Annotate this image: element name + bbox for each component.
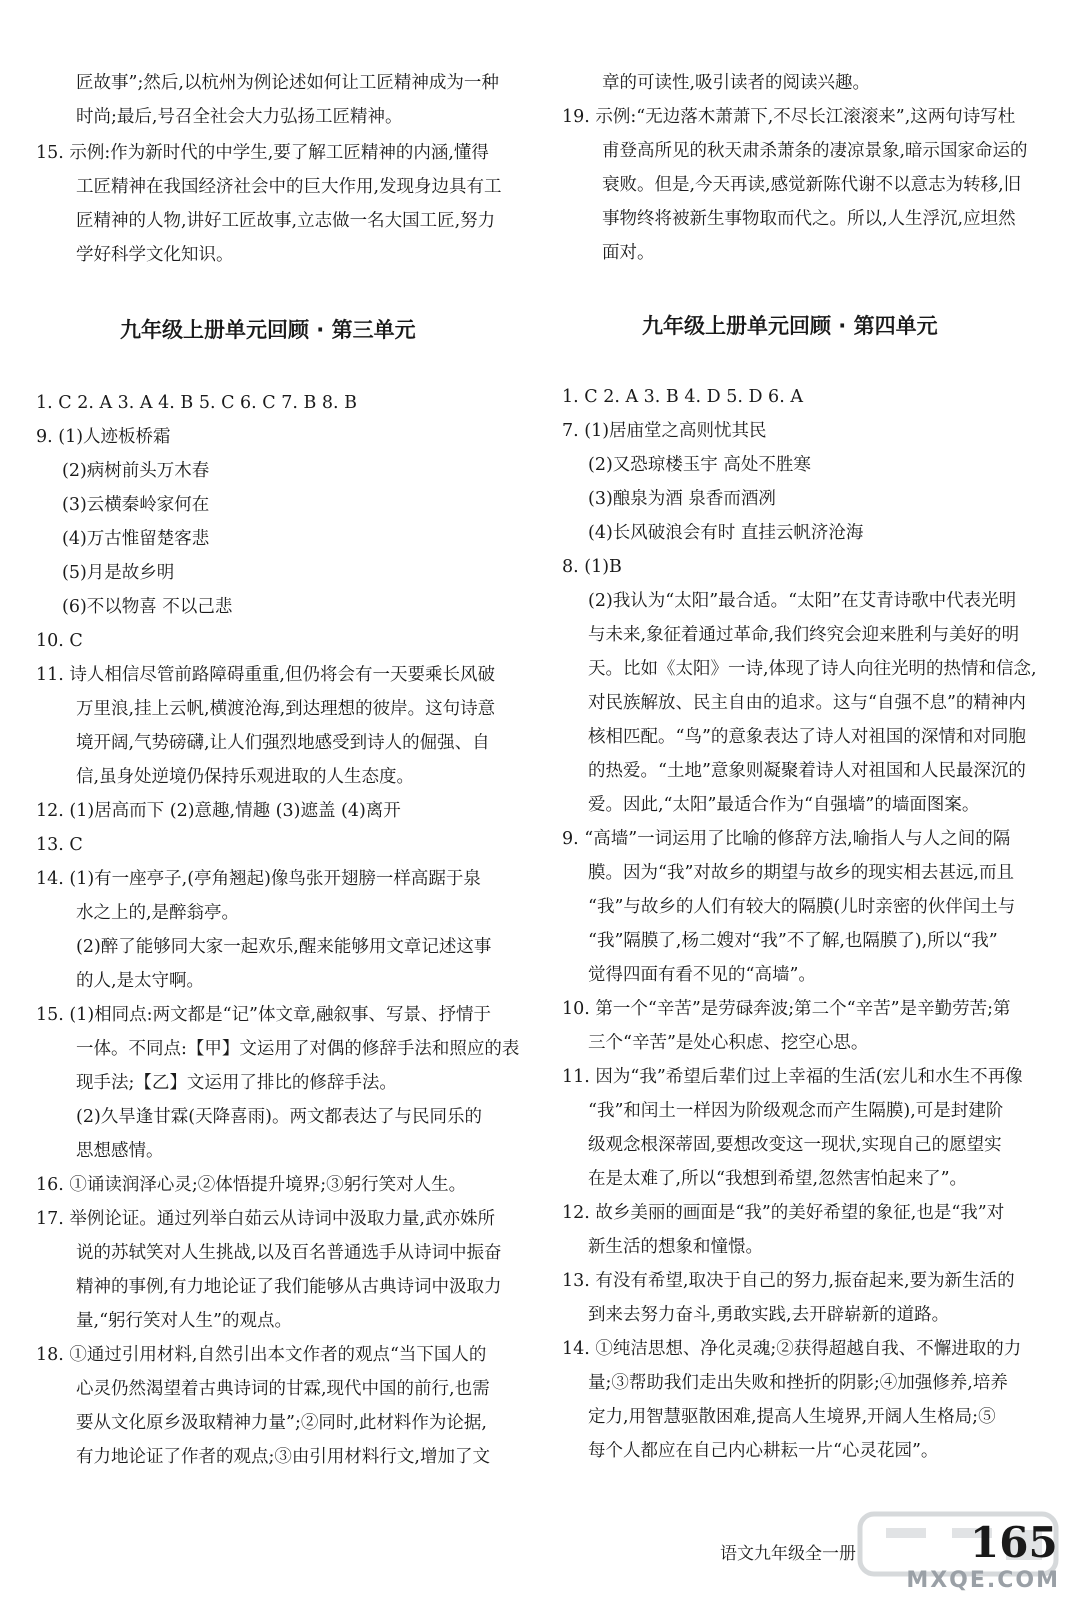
- answer-line: 17. 举例论证。通过列举白茹云从诗词中汲取力量,武亦姝所: [36, 1209, 495, 1229]
- answer-line: 16. ①诵读润泽心灵;②体悟提升境界;③躬行笑对人生。: [36, 1175, 467, 1195]
- text-line: 匠故事”;然后,以杭州为例论述如何让工匠精神成为一种: [76, 73, 499, 93]
- answer-line: 8. (1)B: [562, 557, 622, 577]
- text-line: 万里浪,挂上云帆,横渡沧海,到达理想的彼岸。这句诗意: [76, 699, 496, 719]
- answer-line: 10. C: [36, 631, 83, 651]
- sub-answer-line: (2)我认为“太阳”最合适。“太阳”在艾青诗歌中代表光明: [588, 591, 1017, 611]
- text-line: 工匠精神在我国经济社会中的巨大作用,发现身边具有工: [76, 177, 502, 197]
- answer-line: 7. (1)居庙堂之高则忧其民: [562, 421, 767, 441]
- text-line: 觉得四面有看不见的“高墙”。: [588, 965, 816, 985]
- text-line: 量,“躬行笑对人生”的观点。: [76, 1311, 292, 1331]
- answer-line: 18. ①通过引用材料,自然引出本文作者的观点“当下国人的: [36, 1345, 487, 1365]
- sub-answer-line: (3)云横秦岭家何在: [62, 495, 210, 515]
- text-line: 对民族解放、民主自由的追求。这与“自强不息”的精神内: [588, 693, 1026, 713]
- text-line: 定力,用智慧驱散困难,提高人生境界,开阔人生格局;⑤: [588, 1407, 996, 1427]
- text-line: 时尚;最后,号召全社会大力弘扬工匠精神。: [76, 107, 403, 127]
- text-line: 级观念根深蒂固,要想改变这一现状,实现自己的愿望实: [588, 1135, 1002, 1155]
- footer-book-label: 语文九年级全一册: [720, 1544, 856, 1564]
- sub-answer-line: (4)万古惟留楚客悲: [62, 529, 210, 549]
- text-line: 一体。不同点:【甲】文运用了对偶的修辞手法和照应的表: [76, 1039, 520, 1059]
- sub-answer-line: (2)又恐琼楼玉宇 高处不胜寒: [588, 455, 811, 475]
- sub-answer-line: (4)长风破浪会有时 直挂云帆济沧海: [588, 523, 864, 543]
- text-line: 精神的事例,有力地论证了我们能够从古典诗词中汲取力: [76, 1277, 502, 1297]
- answer-line: 9. (1)人迹板桥霜: [36, 427, 171, 447]
- text-line: 的人,是太守啊。: [76, 971, 205, 991]
- text-line: 量;③帮助我们走出失败和挫折的阴影;④加强修养,培养: [588, 1373, 1008, 1393]
- text-line: 章的可读性,吸引读者的阅读兴趣。: [602, 73, 871, 93]
- answer-line: 15. 示例:作为新时代的中学生,要了解工匠精神的内涵,懂得: [36, 143, 489, 163]
- sub-answer-line: (3)酿泉为酒 泉香而酒冽: [588, 489, 776, 509]
- text-line: 要从文化原乡汲取精神力量”;②同时,此材料作为论据,: [76, 1413, 487, 1433]
- text-line: 天。比如《太阳》一诗,体现了诗人向往光明的热情和信念,: [588, 659, 1037, 679]
- text-line: 每个人都应在自己内心耕耘一片“心灵花园”。: [588, 1441, 939, 1461]
- text-line: 新生活的想象和憧憬。: [588, 1237, 763, 1257]
- answer-line: 14. (1)有一座亭子,(亭角翘起)像鸟张开翅膀一样高踞于泉: [36, 869, 481, 889]
- answer-line: 19. 示例:“无边落木萧萧下,不尽长江滚滚来”,这两句诗写杜: [562, 107, 1016, 127]
- answer-line: 1. C 2. A 3. B 4. D 5. D 6. A: [562, 387, 803, 407]
- text-line: 膜。因为“我”对故乡的期望与故乡的现实相去甚远,而且: [588, 863, 1014, 883]
- section-heading: 九年级上册单元回顾 · 第四单元: [642, 314, 938, 338]
- text-line: 心灵仍然渴望着古典诗词的甘霖,现代中国的前行,也需: [76, 1379, 490, 1399]
- answer-line: 11. 诗人相信尽管前路障碍重重,但仍将会有一天要乘长风破: [36, 665, 495, 685]
- text-line: 的热爱。“土地”意象则凝聚着诗人对祖国和人民最深沉的: [588, 761, 1026, 781]
- answer-line: 11. 因为“我”希望后辈们过上幸福的生活(宏儿和水生不再像: [562, 1067, 1023, 1087]
- text-line: 学好科学文化知识。: [76, 245, 234, 265]
- text-line: 说的苏轼笑对人生挑战,以及百名普通选手从诗词中振奋: [76, 1243, 502, 1263]
- text-line: “我”和闰土一样因为阶级观念而产生隔膜),可是封建阶: [588, 1101, 1004, 1121]
- text-line: 有力地论证了作者的观点;③由引用材料行文,增加了文: [76, 1447, 490, 1467]
- answer-line: 13. 有没有希望,取决于自己的努力,振奋起来,要为新生活的: [562, 1271, 1015, 1291]
- text-line: 与未来,象征着通过革命,我们终究会迎来胜利与美好的明: [588, 625, 1020, 645]
- text-line: 到来去努力奋斗,勇敢实践,去开辟崭新的道路。: [588, 1305, 950, 1325]
- text-line: 在是太难了,所以“我想到希望,忽然害怕起来了”。: [588, 1169, 968, 1189]
- text-line: 现手法;【乙】文运用了排比的修辞手法。: [76, 1073, 397, 1093]
- sub-answer-line: (5)月是故乡明: [62, 563, 175, 583]
- text-line: 信,虽身处逆境仍保持乐观进取的人生态度。: [76, 767, 415, 787]
- text-line: 三个“辛苦”是处心积虑、挖空心思。: [588, 1033, 869, 1053]
- sub-answer-line: (6)不以物喜 不以己悲: [62, 597, 233, 617]
- answer-line: 9. “高墙”一词运用了比喻的修辞方法,喻指人与人之间的隔: [562, 829, 1011, 849]
- answer-line: 1. C 2. A 3. A 4. B 5. C 6. C 7. B 8. B: [36, 393, 358, 413]
- text-line: 衰败。但是,今天再读,感觉新陈代谢不以意志为转移,旧: [602, 175, 1022, 195]
- sub-answer-line: (2)病树前头万木春: [62, 461, 210, 481]
- text-line: “我”与故乡的人们有较大的隔膜(儿时亲密的伙伴闰土与: [588, 897, 1016, 917]
- answer-line: 12. 故乡美丽的画面是“我”的美好希望的象征,也是“我”对: [562, 1203, 1005, 1223]
- answer-line: 10. 第一个“辛苦”是劳碌奔波;第二个“辛苦”是辛勤劳苦;第: [562, 999, 1011, 1019]
- answer-line: 15. (1)相同点:两文都是“记”体文章,融叙事、写景、抒情于: [36, 1005, 492, 1025]
- text-line: 面对。: [602, 243, 655, 263]
- watermark-text: MXQE.COM: [906, 1568, 1060, 1593]
- text-line: 爱。因此,“太阳”最适合作为“自强墙”的墙面图案。: [588, 795, 980, 815]
- text-line: “我”隔膜了,杨二嫂对“我”不了解,也隔膜了),所以“我”: [588, 931, 998, 951]
- answer-line: 12. (1)居高而下 (2)意趣,情趣 (3)遮盖 (4)离开: [36, 801, 401, 821]
- text-line: 思想感情。: [76, 1141, 164, 1161]
- text-line: 境开阔,气势磅礴,让人们强烈地感受到诗人的倔强、自: [76, 733, 490, 753]
- section-heading: 九年级上册单元回顾 · 第三单元: [120, 318, 416, 342]
- text-line: 匠精神的人物,讲好工匠故事,立志做一名大国工匠,努力: [76, 211, 496, 231]
- text-line: 核相匹配。“鸟”的意象表达了诗人对祖国的深情和对同胞: [588, 727, 1026, 747]
- sub-answer-line: (2)久旱逢甘霖(天降喜雨)。两文都表达了与民同乐的: [76, 1107, 482, 1127]
- text-line: 甫登高所见的秋天肃杀萧条的凄凉景象,暗示国家命运的: [602, 141, 1028, 161]
- sub-answer-line: (2)醉了能够同大家一起欢乐,醒来能够用文章记述这事: [76, 937, 492, 957]
- text-line: 事物终将被新生事物取而代之。所以,人生浮沉,应坦然: [602, 209, 1016, 229]
- text-line: 水之上的,是醉翁亭。: [76, 903, 240, 923]
- answer-line: 13. C: [36, 835, 83, 855]
- page-number: 165: [970, 1518, 1058, 1567]
- answer-line: 14. ①纯洁思想、净化灵魂;②获得超越自我、不懈进取的力: [562, 1339, 1022, 1359]
